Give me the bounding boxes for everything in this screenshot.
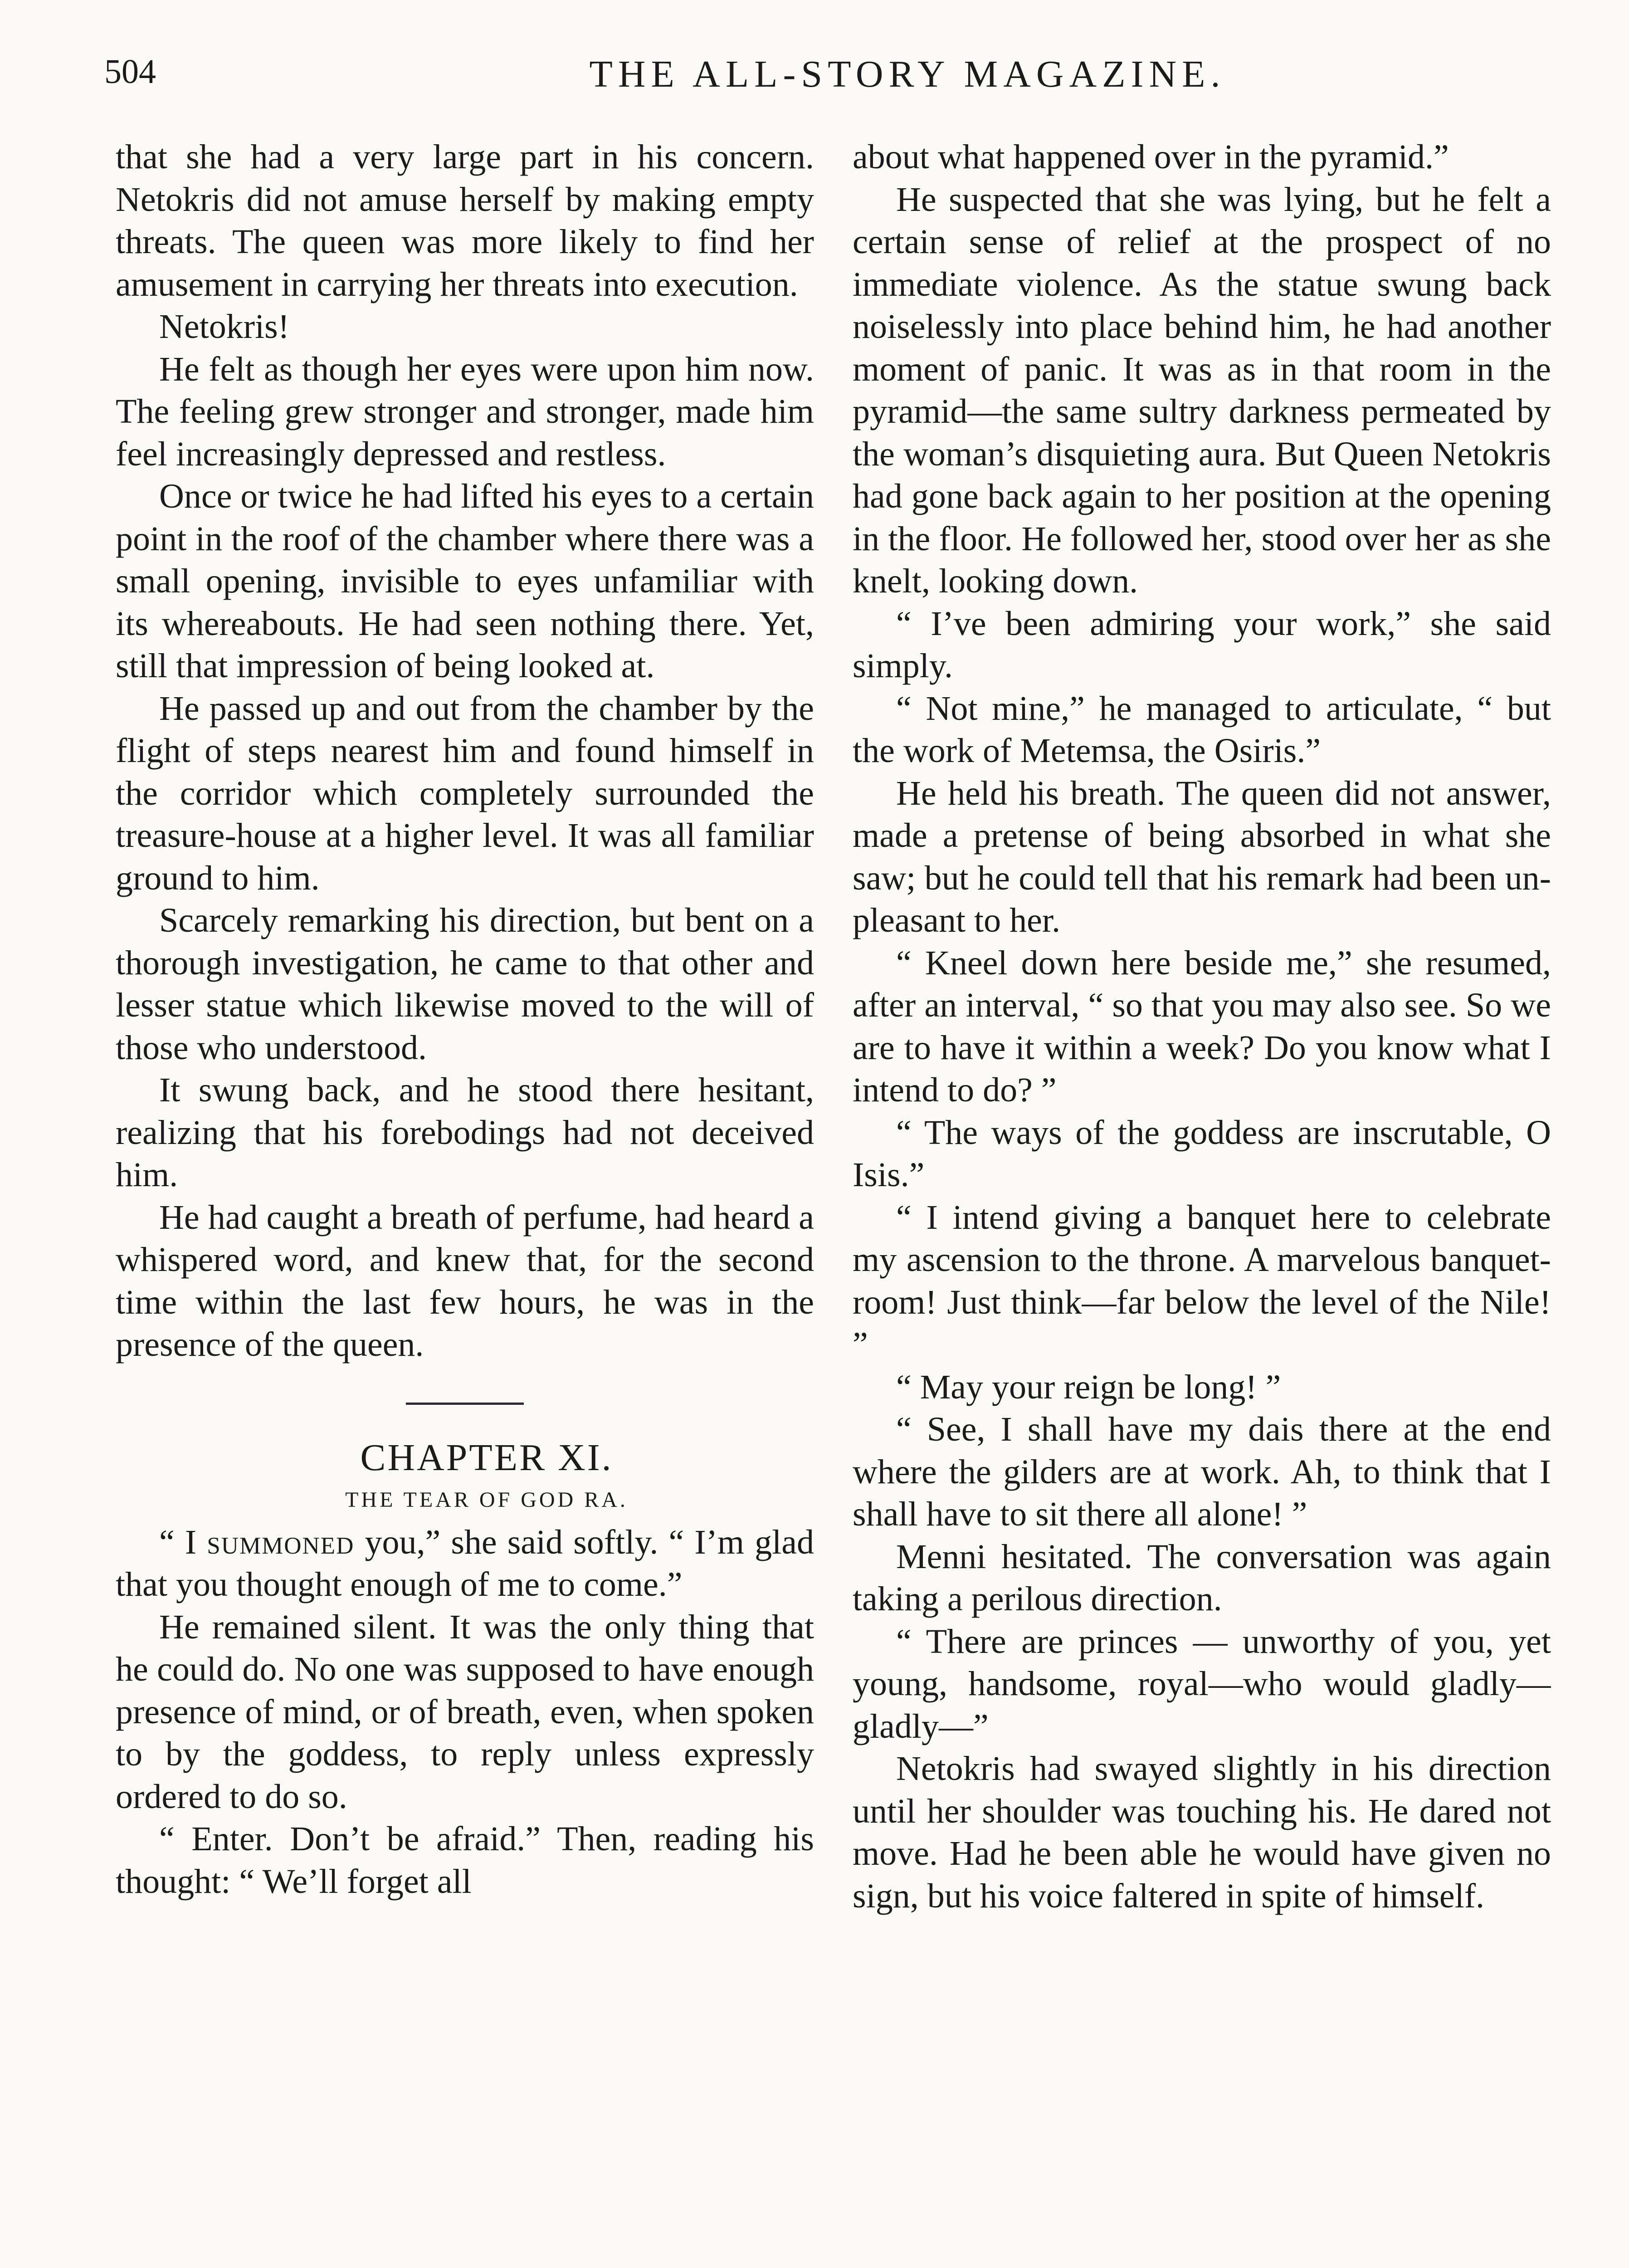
magazine-title: THE ALL-STORY MAGAZINE. <box>589 53 1226 95</box>
paragraph: Netokris! <box>159 308 290 346</box>
paragraph: “ Enter. Don’t be afraid.” Then, reading his thought: “ We’ll forget all <box>116 1820 814 1901</box>
section-divider <box>406 1403 524 1405</box>
paragraph: It swung back, and he stood there hesitant, realizing that his forebodings had not deceived him. <box>116 1071 814 1194</box>
paragraph: “ Not mine,” he managed to articulate, “ but the work of Metemsa, the Osiris.” <box>853 689 1551 770</box>
paragraph: Netokris had swayed slightly in his direction until her shoulder was touching his. He dared not move. Had he been able he would have given no sign, but his voice faltered in spite of himself. <box>853 1750 1551 1915</box>
paragraph: Menni hesitated. The conversation was again taking a perilous direction. <box>853 1537 1551 1618</box>
page-number: 504 <box>104 53 156 91</box>
paragraph: that she had a very large part in his concern. Netokris did not amuse herself by making empty threats. The queen was more likely to find her amusement in carrying her threats into execution. <box>116 138 814 303</box>
paragraph: He passed up and out from the chamber by the flight of steps nearest him and found himself in the corridor which completely surrounded the treasure-house at a higher level. It was all familiar ground to him. <box>116 689 814 897</box>
smallcaps-word: summoned <box>207 1523 355 1561</box>
paragraph: “ May your reign be long! ” <box>896 1368 1281 1406</box>
paragraph: He remained silent. It was the only thing that he could do. No one was supposed to have enough presence of mind, or of breath, even, when spoken to by the goddess, to reply unless expressly ordered to do so. <box>116 1608 814 1816</box>
paragraph: He felt as though her eyes were upon him now. The feeling grew stronger and stronger, made him feel increasingly depressed and restless. <box>116 350 814 473</box>
paragraph: “ Kneel down here beside me,” she resumed, after an interval, “ so that you may also see. So we are to have it within a week? Do you know what I intend to do? ” <box>853 943 1551 1109</box>
paragraph: “ I’ve been admiring your work,” she said simply. <box>853 604 1551 685</box>
paragraph: He suspected that she was lying, but he felt a certain sense of relief at the prospect of no immediate violence. As the statue swung back noiselessly into place behind him, he had another moment of panic. It was as in that room in the pyramid—the same sultry darkness permeated by the woman’s disquieting aura. But Queen Netokris had gone back again to her position at the opening in the floor. He followed her, stood over her as she knelt, looking down. <box>853 180 1551 600</box>
quote-open: “ I <box>159 1523 207 1561</box>
chapter-heading: CHAPTER XI. <box>360 1436 613 1479</box>
running-header <box>104 52 1575 102</box>
paragraph: Once or twice he had lifted his eyes to a certain point in the roof of the chamber where there was a small opening, invisible to eyes unfamiliar with its whereabouts. He had seen nothing there. Yet, still that impression of being looked at. <box>116 477 814 685</box>
paragraph: “ See, I shall have my dais there at the end where the gilders are at work. Ah, to think that I shall have to sit there all alone! ” <box>853 1410 1551 1533</box>
paragraph: about what happened over in the pyramid.” <box>853 138 1449 176</box>
paragraph: “ There are princes — unworthy of you, yet young, handsome, royal—who would gladly—gladly—” <box>853 1622 1551 1745</box>
chapter-subtitle: THE TEAR OF GOD RA. <box>345 1488 628 1512</box>
paragraph <box>116 1521 814 1606</box>
paragraph: Scarcely remarking his direction, but bent on a thorough investigation, he came to that other and lesser statue which likewise moved to the will of those who understood. <box>116 901 814 1067</box>
paragraph: He held his breath. The queen did not answer, made a pretense of being absorbed in what she saw; but he could tell that his remark had been unpleasant to her. <box>853 774 1551 939</box>
left-column <box>116 136 814 2268</box>
paragraph: “ I intend giving a banquet here to celebrate my ascension to the throne. A marvelous banquet-room! Just think—far below the level of the Nile! ” <box>853 1198 1551 1364</box>
paragraph-rest: you,” she said softly. “ I’m glad that you thought enough of me to come.” <box>116 1523 814 1603</box>
paragraph: He had caught a breath of perfume, had heard a whispered word, and knew that, for the second time within the last few hours, he was in the presence of the queen. <box>116 1198 814 1364</box>
right-column <box>853 136 1551 2268</box>
paragraph: “ The ways of the goddess are inscrutable, O Isis.” <box>853 1113 1551 1194</box>
